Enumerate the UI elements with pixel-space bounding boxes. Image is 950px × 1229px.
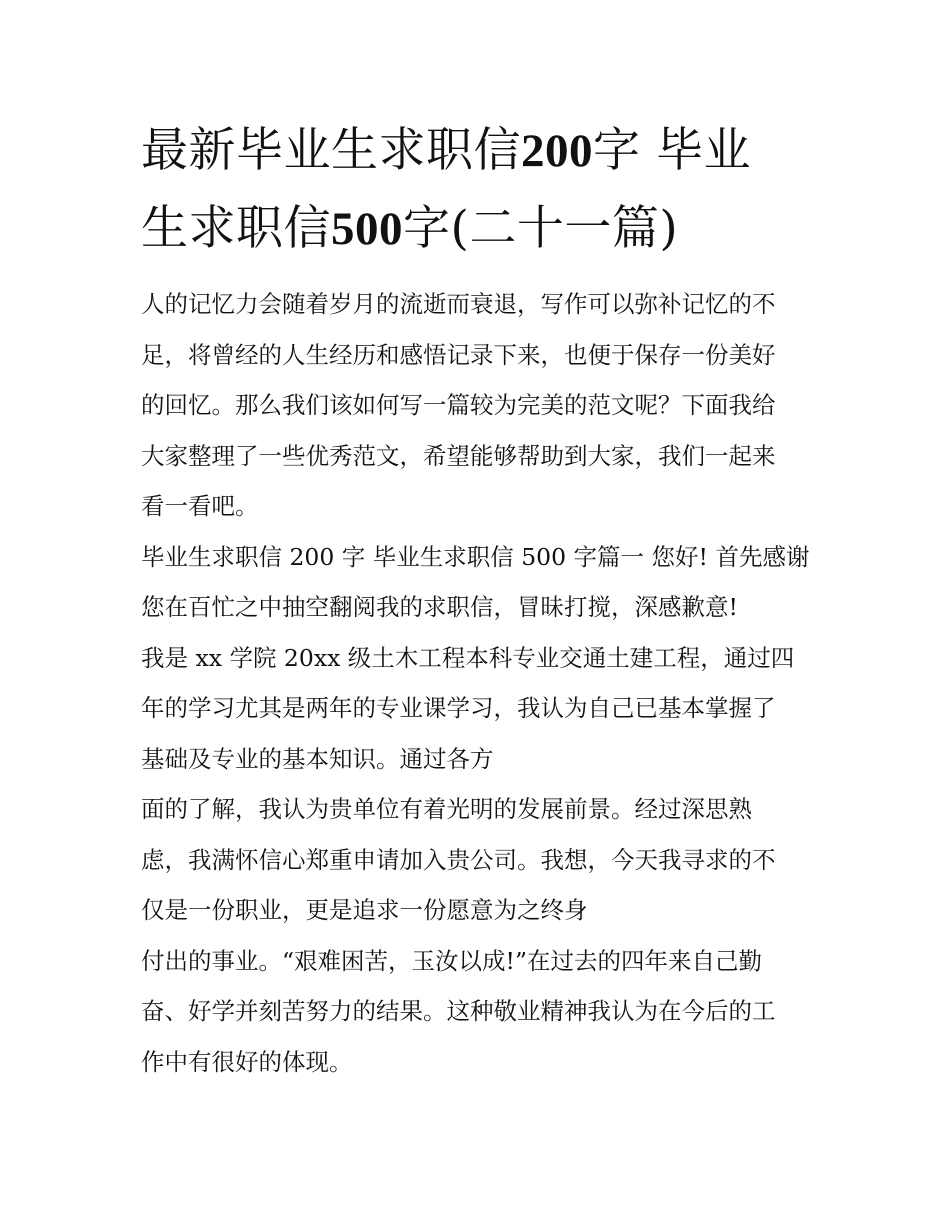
text-line: 您在百忙之中抽空翻阅我的求职信，冒昧打搅，深感歉意! (141, 593, 738, 621)
text-line: 的回忆。那么我们该如何写一篇较为完美的范文呢？下面我给 (141, 391, 776, 419)
text-line: 仅是一份职业，更是追求一份愿意为之终身 (141, 896, 588, 924)
title-text: 生求职信 (141, 201, 331, 256)
text-line: 面的了解，我认为贵单位有着光明的发展前景。经过深思熟 (141, 795, 752, 823)
title-text: 字(二十一篇) (403, 201, 679, 256)
text-line: 奋、好学并刻苦努力的结果。这种敬业精神我认为在今后的工 (141, 997, 776, 1025)
intro-paragraph (141, 279, 813, 532)
title-line-2 (141, 190, 813, 268)
body-paragraph-1 (141, 532, 813, 633)
title-text: 最新毕业生求职信 (141, 123, 521, 178)
title-text: 字 毕业 (593, 123, 751, 178)
text-line: 虑，我满怀信心郑重申请加入贵公司。我想，今天我寻求的不 (141, 845, 776, 874)
body-paragraph-4 (141, 936, 813, 1088)
title-line-1 (141, 112, 813, 190)
text-line: 我是 xx 学院 20xx 级土木工程本科专业交通土建工程，通过四 (141, 643, 795, 672)
text-line: 作中有很好的体现。 (141, 1047, 353, 1076)
body-paragraph-2 (141, 633, 813, 785)
text-line: 大家整理了一些优秀范文，希望能够帮助到大家，我们一起来 (141, 441, 776, 470)
text-line: 毕业生求职信 200 字 毕业生求职信 500 字篇一 您好! 首先感谢 (141, 542, 810, 571)
text-line: 看一看吧。 (141, 492, 259, 520)
text-line: 年的学习尤其是两年的专业课学习，我认为自己已基本掌握了 (141, 694, 776, 722)
text-line: 人的记忆力会随着岁月的流逝而衰退，写作可以弥补记忆的不 (141, 290, 776, 318)
text-line: 基础及专业的基本知识。通过各方 (141, 744, 494, 773)
document-content (141, 112, 813, 1087)
document-title (141, 112, 813, 268)
title-number: 200 (521, 125, 593, 177)
text-line: 足，将曾经的人生经历和感悟记录下来，也便于保存一份美好 (141, 340, 776, 369)
body-paragraph-3 (141, 784, 813, 936)
text-line: 付出的事业。“艰难困苦，玉汝以成!”在过去的四年来自己勤 (141, 946, 762, 975)
title-number: 500 (331, 203, 403, 255)
